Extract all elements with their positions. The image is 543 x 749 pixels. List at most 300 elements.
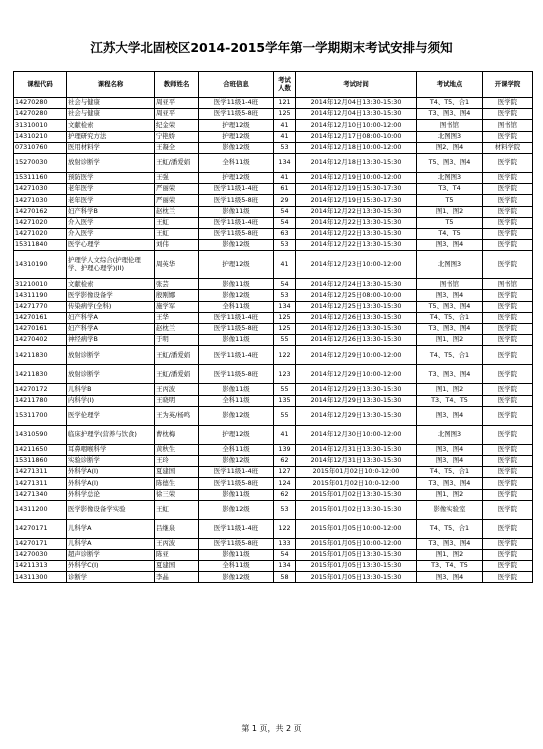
table-row [14, 346, 533, 365]
cell-course-name: 妇产科学A [67, 324, 155, 335]
cell-course-name: 老年医学 [67, 195, 155, 206]
cell-college: 医学院 [483, 519, 533, 538]
table-row [14, 184, 533, 195]
cell-teacher: 赵枕兰 [155, 206, 199, 217]
table-body [14, 98, 533, 583]
cell-class-info: 医学11级5-8班 [199, 228, 274, 239]
header-headcount: 考试人数 [274, 72, 296, 98]
cell-teacher: 王为英/杨鸣 [155, 406, 199, 425]
cell-teacher: 周英华 [155, 251, 199, 279]
cell-course-code: 14270030 [14, 549, 67, 560]
cell-teacher: 王虹/潘爱娟 [155, 346, 199, 365]
cell-college: 医学院 [483, 131, 533, 142]
table-row [14, 324, 533, 335]
cell-teacher: 刘伟 [155, 240, 199, 251]
cell-class-info: 医学11级1-4班 [199, 519, 274, 538]
table-row [14, 444, 533, 455]
cell-class-info: 影像12级 [199, 572, 274, 583]
table-row [14, 120, 533, 131]
cell-course-name: 医学影像设备学实验 [67, 500, 155, 519]
cell-headcount: 122 [274, 346, 296, 365]
cell-exam-time: 2014年12月22日13:30-15:30 [296, 228, 417, 239]
table-row [14, 240, 533, 251]
table-row [14, 395, 533, 406]
cell-exam-location: 图3、图4 [417, 444, 483, 455]
table-row [14, 519, 533, 538]
cell-class-info: 影像11级 [199, 489, 274, 500]
table-row [14, 301, 533, 312]
cell-class-info: 影像12级 [199, 500, 274, 519]
cell-teacher: 王丙波 [155, 538, 199, 549]
cell-course-code: 15311840 [14, 240, 67, 251]
cell-course-name: 社会与健康 [67, 98, 155, 109]
cell-course-name: 临床护理学(营养与饮食) [67, 425, 155, 444]
cell-college: 医学院 [483, 324, 533, 335]
cell-class-info: 护理12级 [199, 120, 274, 131]
cell-teacher: 陈亚 [155, 549, 199, 560]
cell-headcount: 55 [274, 406, 296, 425]
table-row [14, 98, 533, 109]
cell-college: 图书馆 [483, 120, 533, 131]
cell-class-info: 医学11级1-4班 [199, 312, 274, 323]
cell-class-info: 护理12级 [199, 172, 274, 183]
cell-headcount: 29 [274, 195, 296, 206]
cell-course-code: 14211650 [14, 444, 67, 455]
cell-college: 医学院 [483, 301, 533, 312]
cell-exam-time: 2014年12月29日10:00-12:00 [296, 346, 417, 365]
cell-college: 医学院 [483, 455, 533, 466]
cell-class-info: 全科11级 [199, 301, 274, 312]
cell-exam-location: 图3、图4 [417, 455, 483, 466]
table-header-row [14, 72, 533, 98]
cell-course-code: 14211780 [14, 395, 67, 406]
cell-course-code: 15270030 [14, 153, 67, 172]
cell-exam-location: T3、图3、图4 [417, 109, 483, 120]
cell-exam-location: T3、图3、图4 [417, 365, 483, 384]
cell-exam-location: 北图图3 [417, 251, 483, 279]
cell-headcount: 54 [274, 549, 296, 560]
cell-teacher: 黄秋生 [155, 444, 199, 455]
cell-teacher: 李晶 [155, 572, 199, 583]
cell-course-code: 14211830 [14, 365, 67, 384]
cell-exam-location: 图1、图2 [417, 549, 483, 560]
table-row [14, 217, 533, 228]
cell-teacher: 殷刚娜 [155, 290, 199, 301]
cell-headcount: 122 [274, 519, 296, 538]
table-row [14, 109, 533, 120]
cell-class-info: 全科11级 [199, 561, 274, 572]
cell-course-code: 14270172 [14, 384, 67, 395]
cell-exam-time: 2015年01月05日10:00-12:00 [296, 519, 417, 538]
cell-headcount: 53 [274, 500, 296, 519]
cell-exam-location: 图1、图2 [417, 206, 483, 217]
cell-college: 医学院 [483, 240, 533, 251]
cell-college: 医学院 [483, 109, 533, 120]
table-row [14, 455, 533, 466]
cell-exam-location: T5、图3、图4 [417, 301, 483, 312]
cell-exam-time: 2015年01月02日13:30-15:30 [296, 500, 417, 519]
header-exam-location: 考试地点 [417, 72, 483, 98]
table-row [14, 172, 533, 183]
cell-teacher: 王晓明 [155, 395, 199, 406]
cell-teacher: 王虹/潘爱娟 [155, 153, 199, 172]
table-row [14, 312, 533, 323]
cell-exam-time: 2014年12月23日10:00-12:00 [296, 251, 417, 279]
cell-class-info: 全科11级 [199, 444, 274, 455]
header-course-code: 课程代码 [14, 72, 67, 98]
cell-course-name: 实验诊断学 [67, 455, 155, 466]
cell-headcount: 125 [274, 109, 296, 120]
cell-headcount: 55 [274, 384, 296, 395]
cell-headcount: 54 [274, 206, 296, 217]
cell-teacher: 赵枕兰 [155, 324, 199, 335]
cell-exam-location: T4、T5、合1 [417, 467, 483, 478]
cell-course-code: 15311700 [14, 406, 67, 425]
cell-headcount: 53 [274, 240, 296, 251]
cell-headcount: 41 [274, 172, 296, 183]
cell-headcount: 63 [274, 228, 296, 239]
cell-college: 医学院 [483, 290, 533, 301]
cell-teacher: 夏建国 [155, 561, 199, 572]
cell-course-code: 14271020 [14, 228, 67, 239]
cell-college: 医学院 [483, 195, 533, 206]
cell-college: 医学院 [483, 489, 533, 500]
table-row [14, 195, 533, 206]
cell-course-name: 儿科学A [67, 519, 155, 538]
cell-course-code: 14271311 [14, 467, 67, 478]
cell-course-name: 妇产科学A [67, 312, 155, 323]
cell-course-code: 31310010 [14, 120, 67, 131]
cell-class-info: 医学11级5-8班 [199, 365, 274, 384]
cell-headcount: 41 [274, 425, 296, 444]
cell-course-name: 护理学人文综合(护理伦理学、护理心理学)(II) [67, 251, 155, 279]
cell-exam-location: T4、T5、合1 [417, 519, 483, 538]
cell-course-name: 外科学A(I) [67, 467, 155, 478]
cell-course-code: 14270161 [14, 312, 67, 323]
cell-course-name: 放射诊断学 [67, 365, 155, 384]
table-row [14, 425, 533, 444]
cell-course-name: 耳鼻咽喉科学 [67, 444, 155, 455]
cell-college: 材料学院 [483, 142, 533, 153]
cell-college: 医学院 [483, 153, 533, 172]
cell-course-name: 老年医学 [67, 184, 155, 195]
cell-exam-time: 2015年01月02日10:0-12:00 [296, 467, 417, 478]
cell-exam-location: T4、T5、合1 [417, 312, 483, 323]
cell-teacher: 陈德生 [155, 478, 199, 489]
cell-headcount: 41 [274, 251, 296, 279]
cell-exam-location: 图3、图4 [417, 290, 483, 301]
cell-class-info: 影像12级 [199, 240, 274, 251]
header-class-info: 合班信息 [199, 72, 274, 98]
cell-exam-location: T3、图3、图4 [417, 478, 483, 489]
cell-exam-time: 2014年12月04日13:30-15:30 [296, 109, 417, 120]
cell-teacher: 曹枕梅 [155, 425, 199, 444]
cell-course-code: 14270402 [14, 335, 67, 346]
cell-class-info: 医学11级1-4班 [199, 184, 274, 195]
cell-course-name: 儿科学A [67, 538, 155, 549]
cell-teacher: 徐三荣 [155, 489, 199, 500]
cell-college: 医学院 [483, 478, 533, 489]
cell-course-code: 14271030 [14, 184, 67, 195]
cell-exam-time: 2015年01月05日13:30-15:30 [296, 561, 417, 572]
header-course-name: 课程名称 [67, 72, 155, 98]
cell-course-name: 文献检索 [67, 120, 155, 131]
cell-college: 医学院 [483, 217, 533, 228]
cell-exam-time: 2014年12月19日15:30-17:30 [296, 184, 417, 195]
cell-teacher: 严丽荣 [155, 195, 199, 206]
cell-class-info: 医学11级5-8班 [199, 195, 274, 206]
cell-course-name: 护理研究方法 [67, 131, 155, 142]
cell-class-info: 医学11级5-8班 [199, 324, 274, 335]
table-row [14, 549, 533, 560]
cell-course-code: 14271340 [14, 489, 67, 500]
cell-exam-time: 2014年12月29日13:30-15:30 [296, 406, 417, 425]
cell-exam-location: 图2、图4 [417, 142, 483, 153]
cell-exam-time: 2014年12月19日15:30-17:30 [296, 195, 417, 206]
cell-headcount: 134 [274, 153, 296, 172]
cell-exam-location: 图3、图4 [417, 572, 483, 583]
cell-course-name: 超声诊断学 [67, 549, 155, 560]
table-row [14, 406, 533, 425]
page-title: 江苏大学北固校区2014-2015学年第一学期期末考试安排与须知 [90, 40, 453, 55]
cell-course-code: 14271030 [14, 195, 67, 206]
table-row [14, 335, 533, 346]
cell-college: 医学院 [483, 561, 533, 572]
cell-headcount: 139 [274, 444, 296, 455]
table-row [14, 279, 533, 290]
cell-class-info: 影像12级 [199, 290, 274, 301]
cell-college: 医学院 [483, 538, 533, 549]
cell-course-name: 医学心理学 [67, 240, 155, 251]
cell-exam-time: 2014年12月04日13:30-15:30 [296, 98, 417, 109]
cell-headcount: 53 [274, 142, 296, 153]
exam-schedule-table [13, 71, 533, 583]
cell-class-info: 医学11级1-4班 [199, 98, 274, 109]
cell-exam-time: 2014年12月10日10:00-12:00 [296, 120, 417, 131]
cell-teacher: 宁艳娇 [155, 131, 199, 142]
cell-course-code: 31210010 [14, 279, 67, 290]
cell-class-info: 医学11级5-8班 [199, 478, 274, 489]
cell-exam-location: T4、T5 [417, 228, 483, 239]
cell-exam-location: T3、图3、图4 [417, 324, 483, 335]
cell-class-info: 影像11级 [199, 335, 274, 346]
cell-exam-time: 2014年12月31日13:30-15:30 [296, 455, 417, 466]
cell-exam-time: 2014年12月22日13:30-15:30 [296, 206, 417, 217]
cell-exam-time: 2014年12月18日10:00-12:00 [296, 142, 417, 153]
cell-teacher: 王虹 [155, 500, 199, 519]
header-teacher: 教师姓名 [155, 72, 199, 98]
cell-headcount: 123 [274, 365, 296, 384]
cell-exam-location: 图书馆 [417, 279, 483, 290]
cell-class-info: 医学11级5-8班 [199, 109, 274, 120]
cell-headcount: 125 [274, 324, 296, 335]
cell-college: 图书馆 [483, 279, 533, 290]
cell-course-name: 诊断学 [67, 572, 155, 583]
table-row [14, 572, 533, 583]
cell-exam-location: 北图图3 [417, 425, 483, 444]
cell-exam-time: 2014年12月26日13:30-15:30 [296, 312, 417, 323]
cell-course-name: 放射诊断学 [67, 153, 155, 172]
cell-college: 医学院 [483, 312, 533, 323]
cell-course-code: 15311160 [14, 172, 67, 183]
cell-exam-time: 2014年12月30日10:00-12:00 [296, 425, 417, 444]
cell-course-code: 14310590 [14, 425, 67, 444]
cell-exam-location: T3、T4、T5 [417, 395, 483, 406]
cell-class-info: 医学11级1-4班 [199, 346, 274, 365]
cell-course-code: 14270171 [14, 538, 67, 549]
cell-exam-time: 2014年12月17日08:00-10:00 [296, 131, 417, 142]
cell-course-name: 文献检索 [67, 279, 155, 290]
cell-exam-location: T5 [417, 195, 483, 206]
cell-class-info: 护理12级 [199, 131, 274, 142]
cell-class-info: 护理12级 [199, 251, 274, 279]
cell-class-info: 影像11级 [199, 279, 274, 290]
cell-course-name: 医学影像设备学 [67, 290, 155, 301]
cell-class-info: 影像11级 [199, 206, 274, 217]
cell-course-code: 14311200 [14, 500, 67, 519]
cell-exam-location: 图3、图4 [417, 240, 483, 251]
cell-exam-location: 图1、图2 [417, 384, 483, 395]
table-row [14, 228, 533, 239]
cell-exam-time: 2015年01月02日10:0-12:00 [296, 478, 417, 489]
cell-college: 医学院 [483, 467, 533, 478]
cell-course-name: 外科学总论 [67, 489, 155, 500]
cell-teacher: 张芸 [155, 279, 199, 290]
table-row [14, 131, 533, 142]
cell-headcount: 54 [274, 217, 296, 228]
cell-exam-location: T5、图3、图4 [417, 153, 483, 172]
cell-headcount: 62 [274, 455, 296, 466]
cell-college: 医学院 [483, 172, 533, 183]
cell-course-name: 外科学C(I) [67, 561, 155, 572]
cell-course-code: 07310760 [14, 142, 67, 153]
table-row [14, 538, 533, 549]
cell-course-name: 预防医学 [67, 172, 155, 183]
cell-exam-time: 2014年12月29日10:00-12:00 [296, 365, 417, 384]
cell-exam-location: T3、T4、T5 [417, 561, 483, 572]
cell-exam-time: 2014年12月25日08:00-10:00 [296, 290, 417, 301]
cell-exam-location: 图3、图4 [417, 406, 483, 425]
cell-teacher: 周亚平 [155, 98, 199, 109]
cell-exam-location: T3、图3、图4 [417, 538, 483, 549]
cell-headcount: 121 [274, 98, 296, 109]
cell-class-info: 医学11级1-4班 [199, 467, 274, 478]
cell-class-info: 影像12级 [199, 406, 274, 425]
cell-exam-location: 北图图3 [417, 131, 483, 142]
cell-teacher: 于明 [155, 335, 199, 346]
cell-exam-time: 2015年01月05日13:30-15:30 [296, 549, 417, 560]
cell-course-name: 介入医学 [67, 217, 155, 228]
cell-exam-location: T3、T4 [417, 184, 483, 195]
cell-exam-location: T4、T5、合1 [417, 98, 483, 109]
cell-exam-time: 2014年12月24日13:30-15:30 [296, 279, 417, 290]
cell-course-code: 14310210 [14, 131, 67, 142]
page-footer: 第 1 页，共 2 页 [241, 724, 302, 733]
cell-teacher: 王强 [155, 172, 199, 183]
cell-exam-location: 图1、图2 [417, 335, 483, 346]
cell-exam-time: 2014年12月22日13:30-15:30 [296, 240, 417, 251]
cell-course-name: 妇产科学B [67, 206, 155, 217]
table-row [14, 500, 533, 519]
table-row [14, 467, 533, 478]
cell-teacher: 纪金荣 [155, 120, 199, 131]
cell-college: 医学院 [483, 228, 533, 239]
cell-course-code: 14270162 [14, 206, 67, 217]
cell-college: 医学院 [483, 251, 533, 279]
cell-exam-time: 2014年12月29日13:30-15:30 [296, 395, 417, 406]
table-row [14, 478, 533, 489]
cell-exam-time: 2014年12月31日13:30-15:30 [296, 444, 417, 455]
cell-teacher: 王华 [155, 312, 199, 323]
cell-college: 医学院 [483, 335, 533, 346]
cell-course-name: 介入医学 [67, 228, 155, 239]
table-row [14, 142, 533, 153]
cell-course-code: 14270161 [14, 324, 67, 335]
cell-teacher: 王虹/潘爱娟 [155, 365, 199, 384]
cell-course-code: 14271770 [14, 301, 67, 312]
cell-college: 医学院 [483, 406, 533, 425]
cell-headcount: 127 [274, 467, 296, 478]
cell-headcount: 53 [274, 290, 296, 301]
table-row [14, 384, 533, 395]
cell-course-code: 14311190 [14, 290, 67, 301]
cell-course-name: 放射诊断学 [67, 346, 155, 365]
cell-college: 医学院 [483, 500, 533, 519]
cell-college: 医学院 [483, 346, 533, 365]
cell-headcount: 125 [274, 312, 296, 323]
cell-headcount: 55 [274, 335, 296, 346]
cell-teacher: 王虹 [155, 228, 199, 239]
cell-exam-location: 图书馆 [417, 120, 483, 131]
cell-headcount: 54 [274, 279, 296, 290]
cell-exam-location: T5 [417, 217, 483, 228]
cell-college: 医学院 [483, 425, 533, 444]
cell-college: 医学院 [483, 384, 533, 395]
table-row [14, 153, 533, 172]
cell-course-code: 14211830 [14, 346, 67, 365]
cell-course-code: 14211313 [14, 561, 67, 572]
cell-course-code: 14270171 [14, 519, 67, 538]
cell-headcount: 62 [274, 489, 296, 500]
cell-college: 医学院 [483, 549, 533, 560]
cell-college: 医学院 [483, 98, 533, 109]
cell-course-name: 传染病学(全科) [67, 301, 155, 312]
cell-course-name: 神经病学B [67, 335, 155, 346]
cell-exam-time: 2014年12月26日13:30-15:30 [296, 335, 417, 346]
cell-class-info: 影像12级 [199, 142, 274, 153]
cell-class-info: 护理12级 [199, 425, 274, 444]
cell-exam-time: 2014年12月26日13:30-15:30 [296, 324, 417, 335]
cell-class-info: 医学11级1-4班 [199, 217, 274, 228]
cell-course-name: 外科学A(I) [67, 478, 155, 489]
cell-teacher: 王玲 [155, 455, 199, 466]
cell-exam-time: 2014年12月18日13:30-15:30 [296, 153, 417, 172]
cell-course-name: 医用材料学 [67, 142, 155, 153]
cell-teacher: 王虹 [155, 217, 199, 228]
cell-course-name: 社会与健康 [67, 109, 155, 120]
cell-headcount: 41 [274, 120, 296, 131]
cell-exam-time: 2014年12月29日13:30-15:30 [296, 384, 417, 395]
cell-exam-time: 2015年01月02日13:30-15:30 [296, 489, 417, 500]
cell-college: 医学院 [483, 395, 533, 406]
cell-course-name: 医学伦理学 [67, 406, 155, 425]
cell-headcount: 134 [274, 561, 296, 572]
cell-exam-location: T4、T5、合1 [417, 346, 483, 365]
cell-exam-location: 图1、图2 [417, 489, 483, 500]
table-row [14, 365, 533, 384]
cell-headcount: 135 [274, 395, 296, 406]
cell-exam-time: 2014年12月19日10:00-12:00 [296, 172, 417, 183]
